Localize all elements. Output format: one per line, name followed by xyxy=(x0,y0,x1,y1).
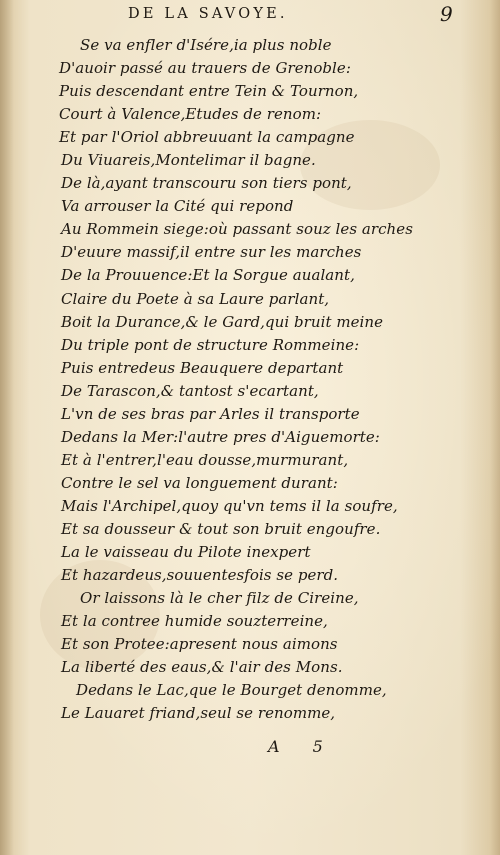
verse-block xyxy=(0,34,500,725)
verse-line: De la Prouuence:Et la Sorgue aualant, xyxy=(61,266,355,285)
verse-line: Puis entredeus Beauquere departant xyxy=(61,358,344,377)
verse-line: Se va enfler d'Isére,ia plus noble xyxy=(80,36,332,54)
verse-line: Or laissons là le cher filz de Cireine, xyxy=(80,589,359,608)
verse-line: De là,ayant transcouru son tiers pont, xyxy=(61,174,352,193)
verse-line: Dedans la Mer:l'autre pres d'Aiguemorte: xyxy=(61,427,380,446)
verse-line: Le Lauaret friand,seul se renomme, xyxy=(61,704,336,723)
verse-line: Et sa dousseur & tout son bruit engoufre. xyxy=(61,519,381,538)
verse-line: Claire du Poete à sa Laure parlant, xyxy=(61,289,330,308)
verse-line: Boit la Durance,& le Gard,qui bruit meine xyxy=(61,312,384,331)
verse-line: D'euure massif,il entre sur les marches xyxy=(61,243,362,262)
signature-mark: A 5 xyxy=(268,737,337,756)
verse-line: Du triple pont de structure Rommeine: xyxy=(61,335,360,354)
verse-line: La le vaisseau du Pilote inexpert xyxy=(61,543,311,562)
verse-line: Et hazardeus,souuentesfois se perd. xyxy=(61,566,339,585)
verse-line: Dedans le Lac,que le Bourget denomme, xyxy=(76,681,387,700)
verse-line: La liberté des eaus,& l'air des Mons. xyxy=(61,658,343,677)
verse-line: Au Rommein siege:où passant souz les arches xyxy=(61,220,413,239)
verse-line: L'vn de ses bras par Arles il transporte xyxy=(61,404,360,423)
running-head: DE LA SAVOYE. xyxy=(128,6,288,22)
page-number: 9 xyxy=(440,2,453,26)
verse-line: Et à l'entrer,l'eau dousse,murmurant, xyxy=(61,450,349,469)
verse-line: Court à Valence,Etudes de renom: xyxy=(59,105,322,124)
verse-line: Mais l'Archipel,quoy qu'vn tems il la soufre, xyxy=(61,496,398,515)
verse-line: Et la contree humide souzterreine, xyxy=(61,612,328,631)
verse-line: Et par l'Oriol abbreuuant la campagne xyxy=(59,128,355,147)
verse-line: Et son Protee:apresent nous aimons xyxy=(61,635,338,654)
verse-line: D'auoir passé au trauers de Grenoble: xyxy=(59,59,351,78)
verse-line: Puis descendant entre Tein & Tournon, xyxy=(59,82,359,101)
verse-line: Du Viuareis,Montelimar il bagne. xyxy=(61,151,316,170)
verse-line: Va arrouser la Cité qui repond xyxy=(61,197,294,216)
verse-line: De Tarascon,& tantost s'ecartant, xyxy=(61,381,319,400)
verse-line: Contre le sel va longuement durant: xyxy=(61,473,338,492)
